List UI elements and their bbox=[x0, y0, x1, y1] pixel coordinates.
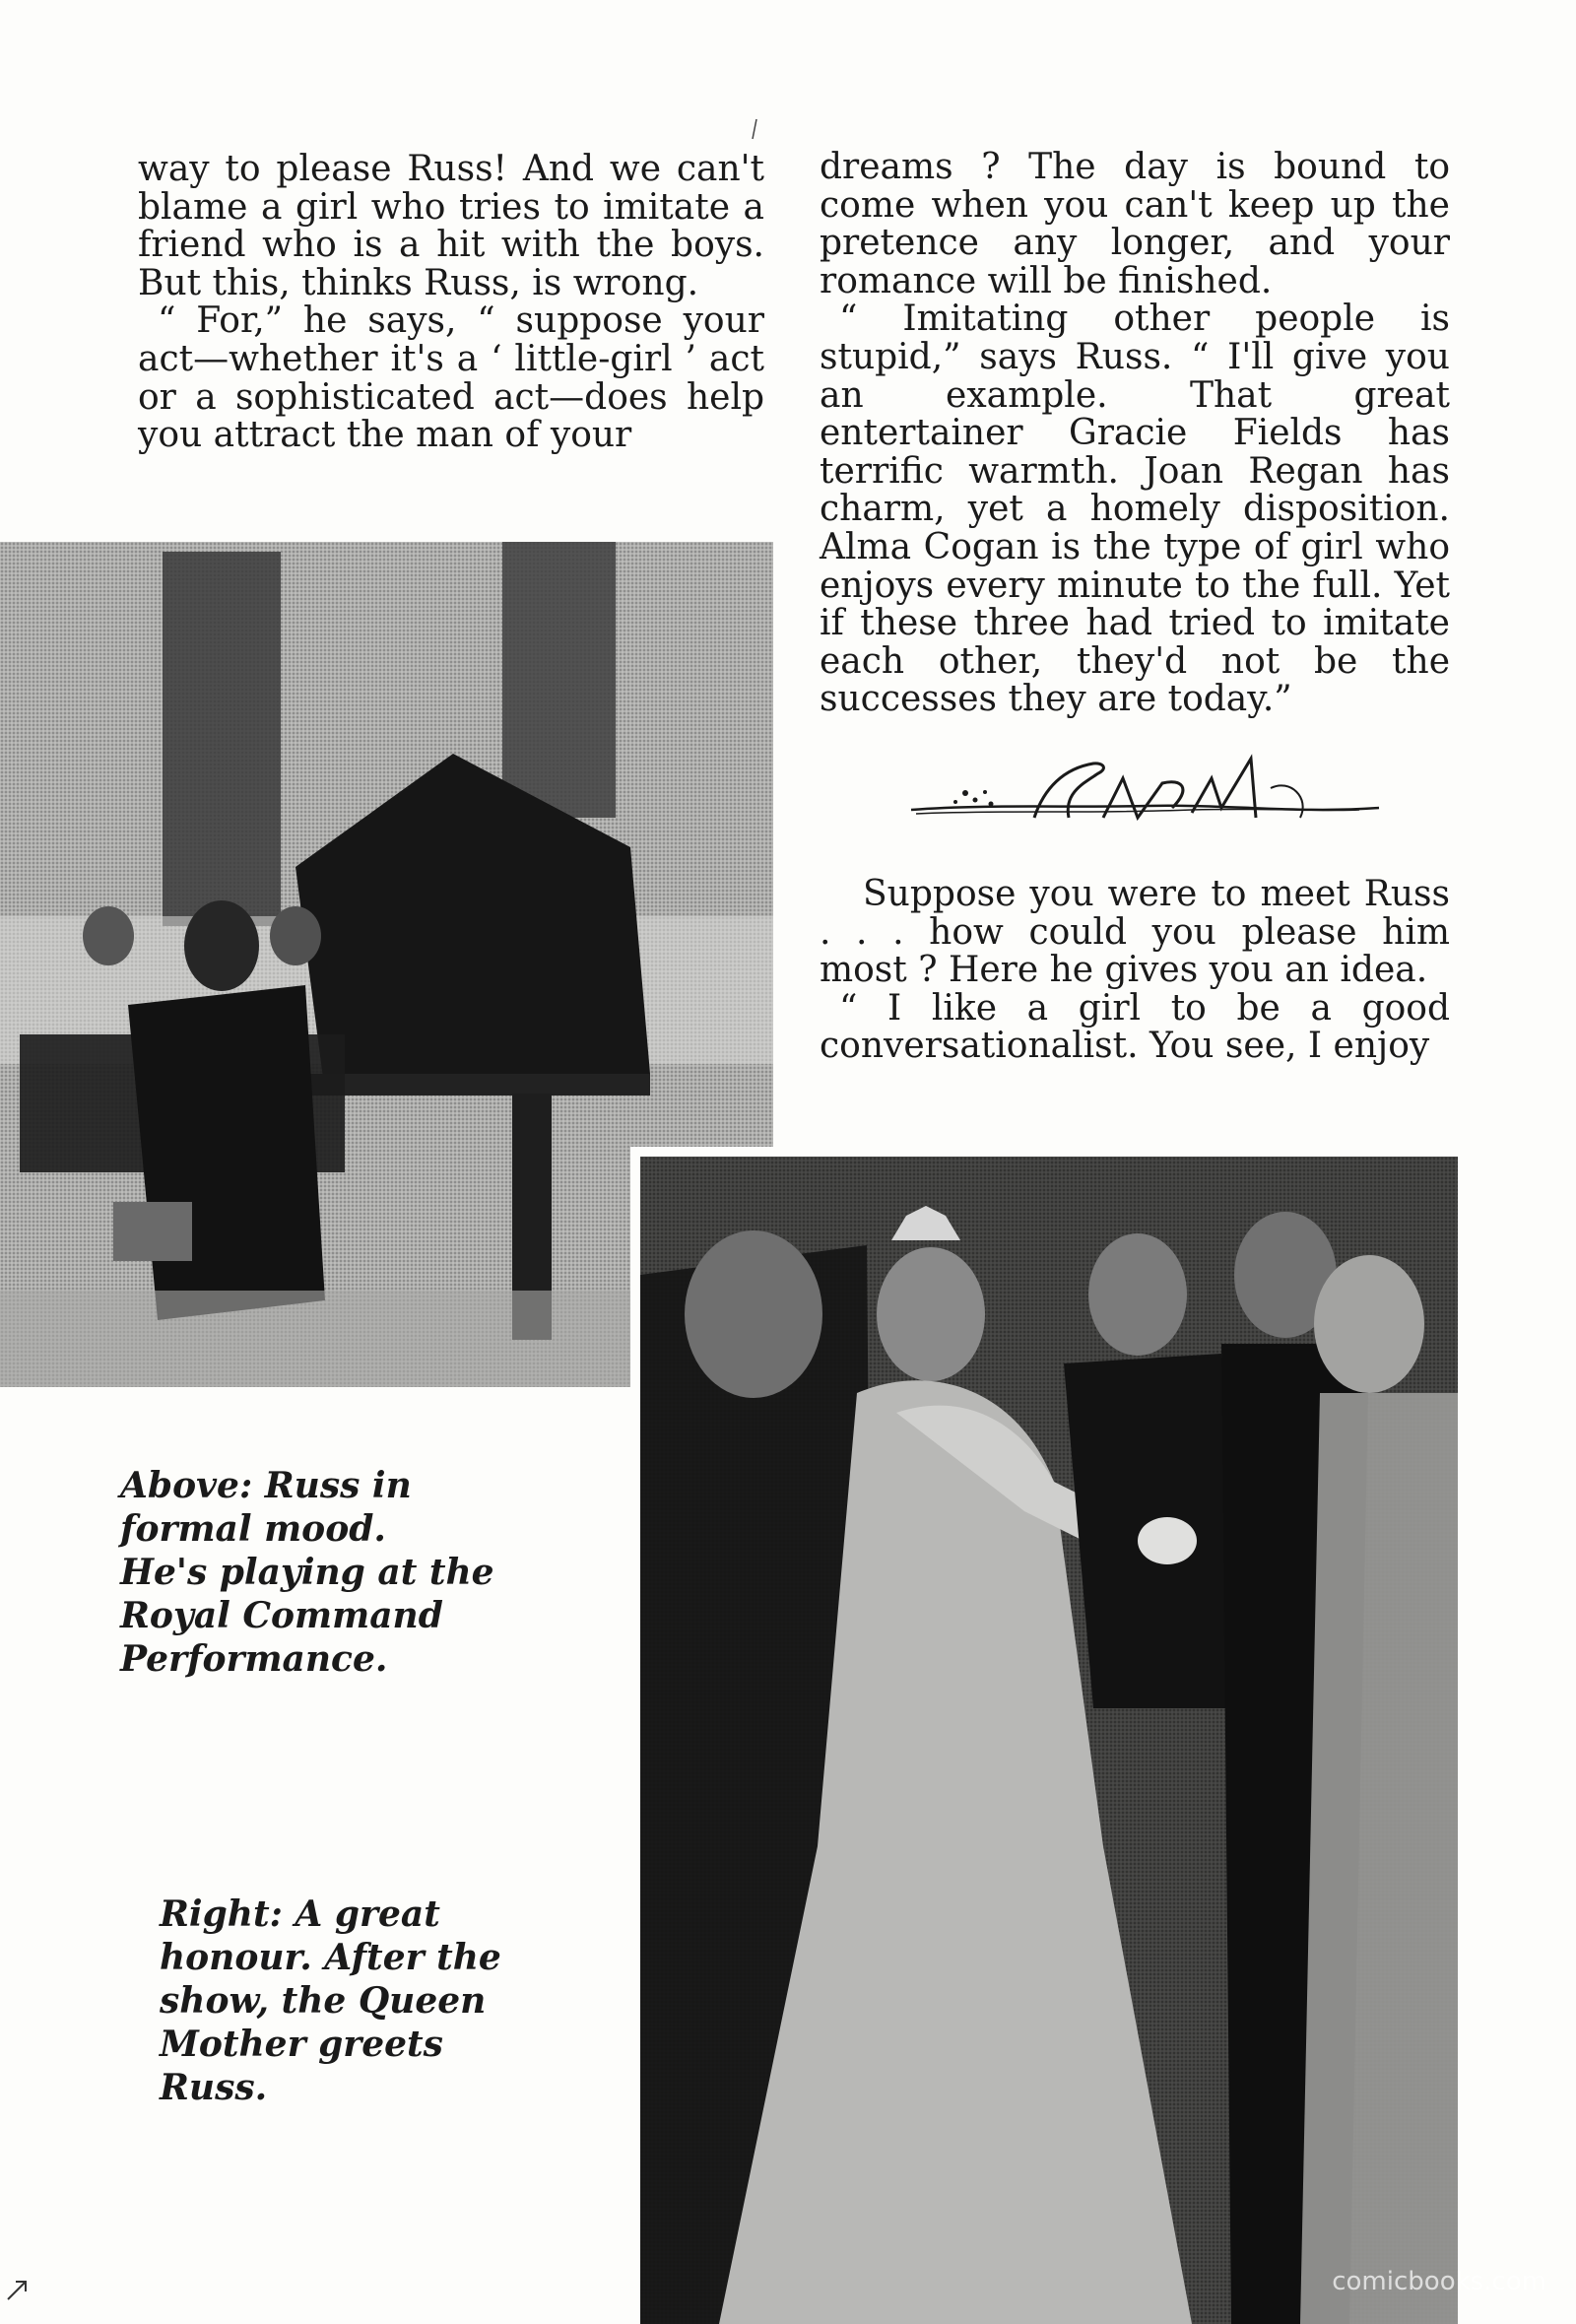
corner-mark bbox=[4, 2278, 30, 2303]
paragraph: “ I like a girl to be a good conversationalist. You see, I enjoy bbox=[820, 987, 1450, 1067]
caption-above bbox=[120, 1464, 534, 1681]
article-column-left bbox=[138, 151, 764, 455]
caption-line: show, the Queen bbox=[160, 1980, 487, 2022]
paragraph: way to please Russ! And we can't blame a girl who tries to imitate a friend who is a hit with the boys. But this, thinks Russ, is wrong. bbox=[138, 149, 764, 303]
paragraph: dreams ? The day is bound to come when you can't keep up the pretence any longer, and your romance will be finished. bbox=[820, 147, 1450, 301]
paragraph: “ For,” he says, “ suppose your act—whether it's a ‘ little-girl ’ act or a sophisticated act—does help you attract the man of your bbox=[138, 300, 764, 456]
caption-line: Performance. bbox=[120, 1638, 388, 1680]
caption-line: Russ. bbox=[160, 2067, 268, 2108]
caption-line: Mother greets bbox=[160, 2024, 443, 2065]
article-column-right-bottom bbox=[820, 876, 1450, 1066]
photo-queen-mother-greets-russ bbox=[630, 1147, 1458, 2324]
caption-line: honour. After the bbox=[160, 1937, 501, 1978]
caption-right bbox=[160, 1892, 573, 2109]
caption-line: formal mood. bbox=[120, 1508, 386, 1550]
caption-line: He's playing at the bbox=[120, 1552, 494, 1593]
caption-line: Royal Command bbox=[120, 1595, 443, 1636]
stray-mark bbox=[751, 118, 758, 140]
article-column-right-top bbox=[820, 149, 1450, 719]
decorative-flourish bbox=[896, 749, 1389, 842]
watermark: comicbooks.com bbox=[1332, 2267, 1546, 2296]
paragraph: Suppose you were to meet Russ . . . how could you please him most ? Here he gives you an idea. bbox=[820, 874, 1450, 991]
paragraph: “ Imitating other people is stupid,” says Russ. “ I'll give you an example. That great entertainer Gracie Fields has terrific warmth. Joan Regan has charm, yet a homely disposition. Alma Cogan is the type of girl who enjoys every minute to the full. Yet if these three had tried to imitate each other, they'd not be the successes they are today.” bbox=[820, 299, 1450, 720]
caption-line: Above: Russ in bbox=[120, 1465, 412, 1506]
caption-line: Right: A great bbox=[160, 1893, 440, 1935]
